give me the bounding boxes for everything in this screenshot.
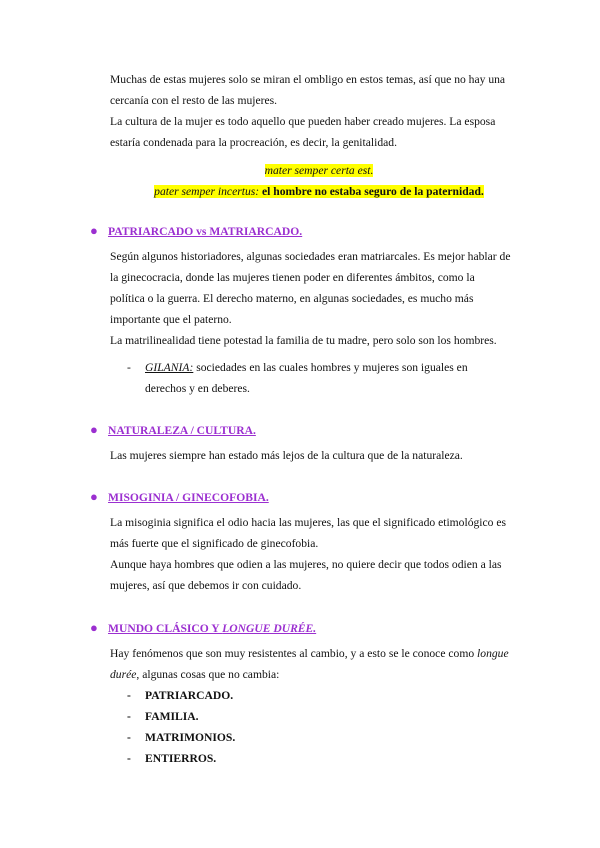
latin-pater: pater semper incertus: <box>154 185 260 198</box>
heading-link-patriarcado[interactable]: PATRIARCADO vs MATRIARCADO. <box>108 225 303 238</box>
dash-icon: - <box>127 752 131 765</box>
misoginia-line-2: más fuerte que el significado de ginecofobia. <box>110 537 319 550</box>
section-heading-naturaleza <box>90 419 256 441</box>
dash-icon: - <box>127 689 131 702</box>
gilania-def-2: derechos y en deberes. <box>145 382 250 395</box>
patriarcado-line-1: Según algunos historiadores, algunas sociedades eran matriarcales. Es mejor hablar de <box>110 250 511 263</box>
heading-link-misoginia[interactable]: MISOGINIA / GINECOFOBIA. <box>108 491 269 504</box>
heading-link-mundo-clasico[interactable] <box>108 622 316 635</box>
bullet-icon: ● <box>90 422 98 437</box>
list-item-label: ENTIERROS. <box>145 752 217 765</box>
gilania-item <box>127 357 528 399</box>
latin-mater: mater semper certa est. <box>264 164 374 177</box>
heading-link-naturaleza[interactable]: NATURALEZA / CULTURA. <box>108 424 256 437</box>
list-item <box>127 706 199 727</box>
gilania-term: GILANIA: <box>145 361 194 374</box>
patriarcado-line-4: importante que el paterno. <box>110 313 232 326</box>
dash-icon: - <box>127 710 131 723</box>
section-heading-mundo-clasico <box>90 617 316 639</box>
heading-mundo-normal: MUNDO CLÁSICO Y <box>108 622 223 635</box>
latin-paternity: el hombre no estaba seguro de la paternidad. <box>259 185 484 198</box>
intro-line-1: Muchas de estas mujeres solo se miran el ombligo en estos temas, así que no hay una <box>110 73 506 86</box>
bullet-icon: ● <box>90 223 98 238</box>
bullet-icon: ● <box>90 620 98 635</box>
list-item <box>127 748 216 769</box>
latin-phrase-1 <box>110 160 528 181</box>
bullet-icon: ● <box>90 489 98 504</box>
misoginia-line-4: mujeres, así que debemos ir con cuidado. <box>110 579 302 592</box>
mundo-line-1a: Hay fenómenos que son muy resistentes al cambio, y a esto se le conoce como <box>110 647 478 660</box>
misoginia-line-1: La misoginia significa el odio hacia las mujeres, las que el significado etimológico es <box>110 516 507 529</box>
patriarcado-paragraph <box>110 246 528 351</box>
latin-phrase-2 <box>110 181 528 202</box>
mundo-paragraph <box>110 643 528 685</box>
list-item-label: PATRIARCADO. <box>145 689 234 702</box>
list-item-label: MATRIMONIOS. <box>145 731 236 744</box>
misoginia-paragraph <box>110 512 528 596</box>
mundo-line-1-italic: longue <box>477 647 509 660</box>
mundo-line-2-italic: durée <box>110 668 137 681</box>
list-item <box>127 685 233 706</box>
list-item <box>127 727 235 748</box>
intro-line-3: La cultura de la mujer es todo aquello que pueden haber creado mujeres. La esposa <box>110 115 496 128</box>
patriarcado-line-2: la ginecocracia, donde las mujeres tienen poder en diferentes ámbitos, como la <box>110 271 475 284</box>
dash-icon: - <box>127 731 131 744</box>
list-item-label: FAMILIA. <box>145 710 199 723</box>
misoginia-line-3: Aunque haya hombres que odien a las mujeres, no quiere decir que todos odien a las <box>110 558 502 571</box>
intro-line-4: estaría condenada para la procreación, es decir, la genitalidad. <box>110 136 397 149</box>
mundo-line-2b: , algunas cosas que no cambia: <box>136 668 280 681</box>
heading-mundo-italic: LONGUE DURÉE. <box>222 622 317 635</box>
gilania-def-1: sociedades en las cuales hombres y mujeres son iguales en <box>193 361 468 374</box>
section-heading-patriarcado <box>90 220 302 242</box>
patriarcado-line-3: política o la guerra. El derecho materno, en algunas sociedades, es mucho más <box>110 292 474 305</box>
naturaleza-line-1: Las mujeres siempre han estado más lejos de la cultura que de la naturaleza. <box>110 449 463 462</box>
intro-paragraph <box>110 69 528 153</box>
intro-line-2: cercanía con el resto de las mujeres. <box>110 94 278 107</box>
dash-icon: - <box>127 361 131 374</box>
patriarcado-line-5: La matrilinealidad tiene potestad la familia de tu madre, pero solo son los hombres. <box>110 334 497 347</box>
naturaleza-paragraph <box>110 445 528 466</box>
section-heading-misoginia <box>90 486 269 508</box>
